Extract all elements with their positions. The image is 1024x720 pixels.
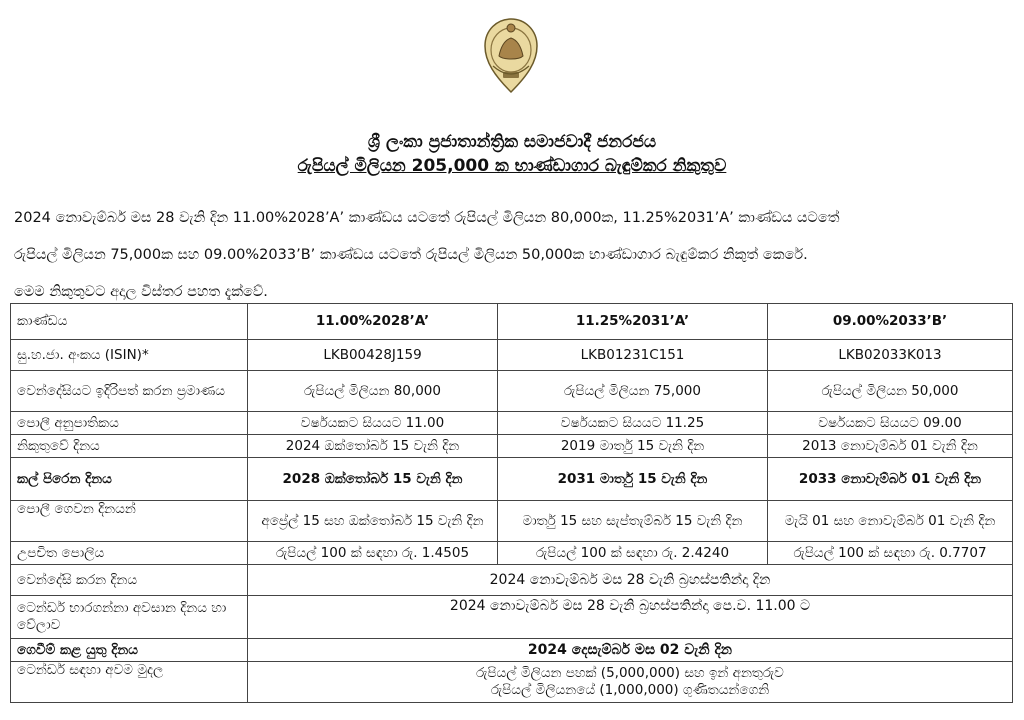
accrued-interest-value: රුපියල් 100 ක් සඳහා රු. 0.7707 (768, 542, 1013, 565)
bond-details-table (10, 303, 1013, 703)
amount-offered-label: වෙන්දේසියට ඉදිරිපත් කරන ප්‍රමාණය (11, 371, 248, 412)
series-value: 09.00%2033’B’ (768, 304, 1013, 340)
minimum-tender-label: ටෙන්ඩර් සඳහා අවම මුදල (11, 662, 248, 703)
maturity-date-value: 2028 ඔක්තෝබර් 15 වැනි දින (248, 458, 498, 501)
minimum-tender-line-2: රුපියල් මිලියනයේ (1,000,000) ගුණිතයන්ගෙනි (490, 682, 770, 698)
intro-paragraph (14, 200, 1014, 311)
amount-offered-row (11, 371, 1013, 412)
document-title-block (0, 130, 1024, 178)
coupon-dates-label: පොලී ගෙවන දිනයන් (11, 501, 248, 542)
coupon-dates-value: මැයි 01 සහ නොවැම්බර් 01 වැනි දින (768, 501, 1013, 542)
issue-date-value: 2019 මාර්තු 15 වැනි දින (498, 435, 768, 458)
auction-date-row (11, 565, 1013, 596)
accrued-interest-value: රුපියල් 100 ක් සඳහා රු. 2.4240 (498, 542, 768, 565)
issue-date-label: නිකුතුවේ දිනය (11, 435, 248, 458)
isin-value: LKB02033K013 (768, 340, 1013, 371)
series-value: 11.00%2028’A’ (248, 304, 498, 340)
intro-line-1: 2024 නොවැම්බර් මස 28 වැනි දින 11.00%2028’A’ කාණ්ඩය යටතේ රුපියල් මිලියන 80,000ක, 11.25%2031’A’ කාණ්ඩය යටතේ (14, 210, 840, 226)
minimum-tender-value (248, 662, 1013, 703)
coupon-rate-label: පොලී අනුපාතිකය (11, 412, 248, 435)
intro-line-3: මෙම නිකුතුවට අදාල විස්තර පහත දැක්වේ. (14, 284, 268, 300)
tender-closing-label: ටෙන්ඩර් භාරගන්නා අවසාන දිනය හා වේලාව (11, 596, 248, 639)
issue-date-row (11, 435, 1013, 458)
coupon-rate-value: වර්ෂයකට සියයට 11.25 (498, 412, 768, 435)
maturity-date-row (11, 458, 1013, 501)
tender-closing-row (11, 596, 1013, 639)
minimum-tender-row (11, 662, 1013, 703)
minimum-tender-line-1: රුපියල් මිලියන පහක් (5,000,000) සහ ඉන් අනතුරුව (476, 665, 784, 681)
coupon-dates-value: මාර්තු 15 සහ සැප්තැම්බර් 15 වැනි දින (498, 501, 768, 542)
amount-offered-value: රුපියල් මිලියන 75,000 (498, 371, 768, 412)
series-row (11, 304, 1013, 340)
issue-date-value: 2024 ඔක්තෝබර් 15 වැනි දින (248, 435, 498, 458)
tender-closing-value: 2024 නොවැම්බර් මස 28 වැනි බ්‍රහස්පතින්දා පෙ.ව. 11.00 ට (248, 596, 1013, 639)
series-label: කාණ්ඩය (11, 304, 248, 340)
country-title: ශ්‍රී ලංකා ප්‍රජාතාන්ත්‍රික සමාජවාදී ජනරජය (367, 132, 657, 152)
accrued-interest-label: උපචිත පොලිය (11, 542, 248, 565)
isin-row (11, 340, 1013, 371)
amount-offered-value: රුපියල් මිලියන 80,000 (248, 371, 498, 412)
accrued-interest-row (11, 542, 1013, 565)
settlement-date-value: 2024 දෙසැම්බර් මස 02 වැනි දින (248, 639, 1013, 662)
isin-value: LKB01231C151 (498, 340, 768, 371)
coupon-rate-value: වර්ෂයකට සියයට 09.00 (768, 412, 1013, 435)
accrued-interest-value: රුපියල් 100 ක් සඳහා රු. 1.4505 (248, 542, 498, 565)
intro-line-2: රුපියල් මිලියන 75,000ක සහ 09.00%2033’B’ කාණ්ඩය යටතේ රුපියල් මිලියන 50,000ක භාණ්ඩාගාර බැඳුම්කර නිකුත් කෙරේ. (14, 247, 808, 263)
coupon-dates-row (11, 501, 1013, 542)
coupon-rate-row (11, 412, 1013, 435)
series-value: 11.25%2031’A’ (498, 304, 768, 340)
maturity-date-value: 2031 මාර්තු 15 වැනි දින (498, 458, 768, 501)
issue-date-value: 2013 නොවැම්බර් 01 වැනි දින (768, 435, 1013, 458)
settlement-date-label: ගෙවීම් කළ යුතු දිනය (11, 639, 248, 662)
amount-offered-value: රුපියල් මිලියන 50,000 (768, 371, 1013, 412)
auction-date-value: 2024 නොවැම්බර් මස 28 වැනි බ්‍රහස්පතින්දා දින (248, 565, 1013, 596)
national-emblem-icon (475, 16, 547, 96)
isin-value: LKB00428J159 (248, 340, 498, 371)
maturity-date-value: 2033 නොවැම්බර් 01 වැනි දින (768, 458, 1013, 501)
issue-title: රුපියල් මිලියන 205,000 ක භාණ්ඩාගාර බැඳුම්කර නිකුතුව (297, 156, 727, 176)
auction-date-label: වෙන්දේසි කරන දිනය (11, 565, 248, 596)
coupon-rate-value: වර්ෂයකට සියයට 11.00 (248, 412, 498, 435)
maturity-date-label: කල් පිරෙන දිනය (11, 458, 248, 501)
coupon-dates-value: අප්‍රේල් 15 සහ ඔක්තෝබර් 15 වැනි දින (248, 501, 498, 542)
isin-label: සු.හ.ජා. අංකය (ISIN)* (11, 340, 248, 371)
settlement-date-row (11, 639, 1013, 662)
